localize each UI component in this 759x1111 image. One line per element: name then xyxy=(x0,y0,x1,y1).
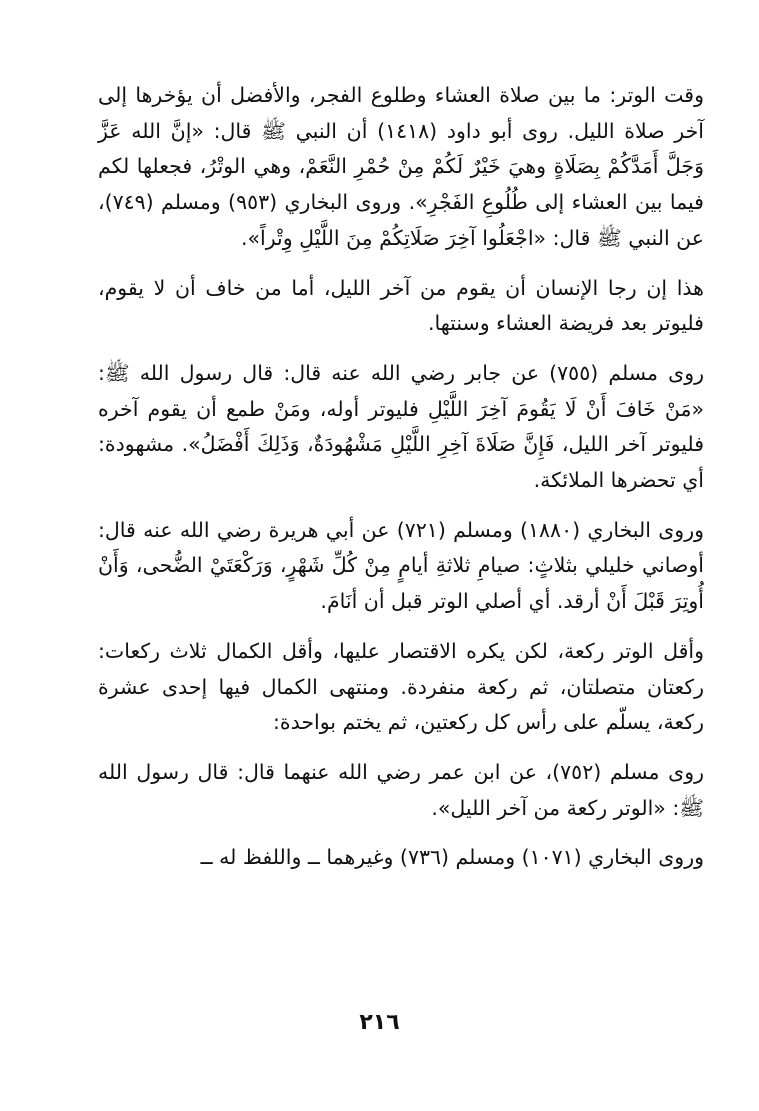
page-body xyxy=(98,78,704,876)
paragraph-jabir-hadith: روى مسلم (٧٥٥) عن جابر رضي الله عنه قال: قال رسول الله ﷺ: «مَنْ خَافَ أَنْ لَا يَقُومَ آخِرَ اللَّيْلِ فليوتر أوله، ومَنْ طمع أن يقوم آخره فليوتر آخر الليل، فَإِنَّ صَلَاةَ آخِرِ اللَّيْلِ مَشْهُودَةٌ، وَذَلِكَ أَفْضَلُ». مشهودة: أي تحضرها الملائكة. xyxy=(98,360,704,493)
page-number: ٢١٦ xyxy=(359,1010,400,1035)
paragraph-witr-rakaat: وأقل الوتر ركعة، لكن يكره الاقتصار عليها، وأقل الكمال ثلاث ركعات: ركعتان متصلتان، ثم ركعة منفردة. ومنتهى الكمال فيها إحدى عشرة ركعة، يسلّم على رأس كل ركعتين، ثم يختم بواحدة: xyxy=(98,638,704,735)
paragraph-ibn-umar-hadith: روى مسلم (٧٥٢)، عن ابن عمر رضي الله عنهما قال: قال رسول الله ﷺ: «الوتر ركعة من آخر الليل». xyxy=(98,759,704,820)
paragraph-hope-to-wake: هذا إن رجا الإنسان أن يقوم من آخر الليل، أما من خاف أن لا يقوم، فليوتر بعد فريضة العشاء وسنتها. xyxy=(98,275,704,336)
paragraph-witr-time: وقت الوتر: ما بين صلاة العشاء وطلوع الفجر، والأفضل أن يؤخرها إلى آخر صلاة الليل. روى أبو داود (١٤١٨) أن النبي ﷺ قال: «إنَّ الله عَزَّ وَجَلَّ أَمَدَّكُمْ بِصَلَاةٍ وهيَ خَيْرٌ لَكُمْ مِنْ حُمْرِ النَّعَمْ، وهي الوتْرُ، فجعلها لكم فيما بين العشاء إلى طُلُوعِ الفَجْرِ». وروى البخاري (٩٥٣) ومسلم (٧٤٩)، عن النبي ﷺ قال: «اجْعَلُوا آخِرَ صَلَاتِكُمْ مِنَ اللَّيْلِ وِتْراً». xyxy=(98,83,704,250)
paragraph-bukhari-muslim: وروى البخاري (١٠٧١) ومسلم (٧٣٦) وغيرهما ــ واللفظ له ــ xyxy=(200,845,704,870)
paragraph-abu-hurayra-hadith: وروى البخاري (١٨٨٠) ومسلم (٧٢١) عن أبي هريرة رضي الله عنه قال: أوصاني خليلي بثلاثٍ: صيامِ ثلاثةِ أيامٍ مِنْ كُلِّ شَهْرٍ، وَرَكْعَتَيْ الضُّحى، وَأَنْ أُوتِرَ قَبْلَ أَنْ أرقد. أي أصلي الوتر قبل أن أنَامَ. xyxy=(98,517,704,614)
